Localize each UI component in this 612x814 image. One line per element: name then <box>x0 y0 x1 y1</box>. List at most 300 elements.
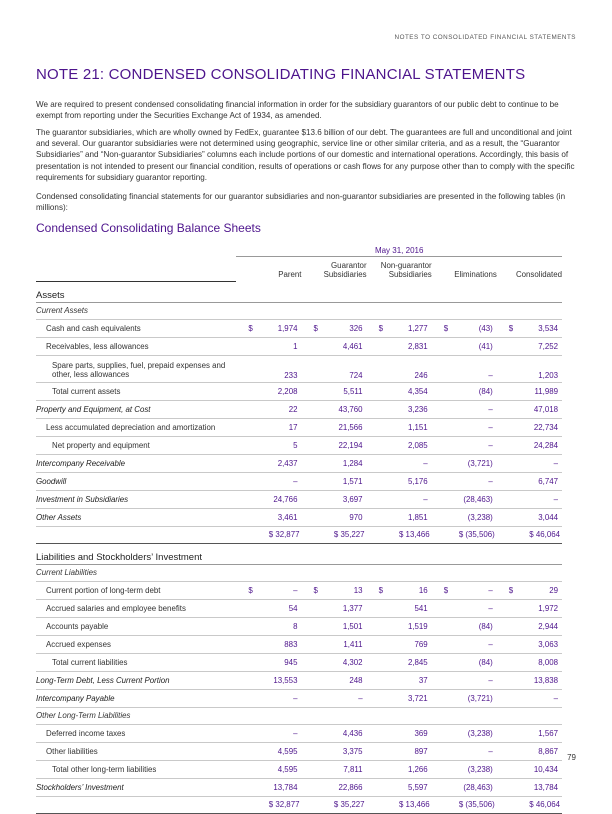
cell-number: 5,511 <box>343 386 363 396</box>
cell-value <box>432 671 497 689</box>
cell-value <box>367 778 432 796</box>
cell-number: (3,721) <box>467 693 493 703</box>
cell-number: 17 <box>288 422 298 432</box>
table-row <box>36 355 562 382</box>
cell-number: 233 <box>284 370 298 380</box>
cell-value <box>432 337 497 355</box>
cell-value <box>497 490 562 508</box>
cell-value <box>497 418 562 436</box>
cell-value <box>301 742 366 760</box>
column-header-line: Parent <box>278 270 302 279</box>
cell-number: – <box>488 370 493 380</box>
cell-number: 4,595 <box>277 764 298 774</box>
cell-number: 24,766 <box>273 494 298 504</box>
cell-value <box>301 653 366 671</box>
cell-number: 1,519 <box>407 621 428 631</box>
row-label: Deferred income taxes <box>36 724 236 742</box>
cell-number: 5,597 <box>407 782 428 792</box>
cell-number: 1,377 <box>342 603 363 613</box>
total-label-spacer <box>36 796 236 813</box>
cell-value <box>497 689 562 707</box>
cell-value <box>301 508 366 526</box>
cell-value <box>497 671 562 689</box>
cell-value <box>236 653 301 671</box>
dollar-sign: $ <box>313 323 318 333</box>
cell-value <box>497 337 562 355</box>
cell-number: 16 <box>418 585 428 595</box>
cell-value <box>236 635 301 653</box>
table-row <box>36 760 562 778</box>
column-header-1 <box>236 257 301 282</box>
cell-value <box>367 400 432 418</box>
table-row <box>36 635 562 653</box>
total-assets-row <box>36 526 562 543</box>
cell-number: 13,784 <box>273 782 298 792</box>
cell-value <box>497 635 562 653</box>
cell-number: – <box>293 585 298 595</box>
cell-value <box>236 689 301 707</box>
table-row <box>36 599 562 617</box>
cell-number: 13,553 <box>273 675 298 685</box>
table-row <box>36 581 562 599</box>
cell-value <box>367 671 432 689</box>
cell-number: 47,018 <box>533 404 558 414</box>
column-header-line: Guarantor <box>331 261 367 270</box>
cell-value <box>367 635 432 653</box>
cell-number: 3,697 <box>342 494 363 504</box>
cell-value <box>301 319 366 337</box>
total-value: $ (35,506) <box>432 796 497 813</box>
cell-number: – <box>488 585 493 595</box>
cell-value <box>367 689 432 707</box>
cell-number: 945 <box>284 657 298 667</box>
cell-number: 1,851 <box>407 512 428 522</box>
cell-value <box>497 508 562 526</box>
cell-number: – <box>553 494 558 504</box>
cell-number: (3,238) <box>467 512 493 522</box>
table-row <box>36 724 562 742</box>
cell-number: 2,831 <box>407 341 428 351</box>
table-body <box>36 281 562 813</box>
dollar-sign: $ <box>508 585 514 595</box>
cell-value <box>236 724 301 742</box>
total-value: $ 46,064 <box>497 796 562 813</box>
cell-number: 1 <box>293 341 298 351</box>
column-header-line: Consolidated <box>515 270 562 279</box>
cell-number: 883 <box>284 639 298 649</box>
cell-number: 326 <box>349 323 363 333</box>
cell-number: (84) <box>478 657 493 667</box>
group-heading: Current Liabilities <box>36 564 562 581</box>
row-label: Receivables, less allowances <box>36 337 236 355</box>
cell-value <box>497 581 562 599</box>
table-row <box>36 689 562 707</box>
cell-value <box>236 454 301 472</box>
cell-value <box>432 355 497 382</box>
page-number: 79 <box>567 753 576 762</box>
cell-number: 22,194 <box>338 440 363 450</box>
cell-value <box>236 490 301 508</box>
column-header-row <box>36 257 562 282</box>
cell-value <box>236 760 301 778</box>
cell-value <box>301 689 366 707</box>
cell-number: 1,411 <box>343 639 363 649</box>
dollar-sign: $ <box>248 323 253 333</box>
cell-number: 10,434 <box>533 764 558 774</box>
cell-number: – <box>488 404 493 414</box>
cell-value <box>301 760 366 778</box>
cell-number: 4,461 <box>342 341 363 351</box>
table-row <box>36 319 562 337</box>
cell-value <box>497 400 562 418</box>
row-label: Spare parts, supplies, fuel, prepaid expenses and other, less allowances <box>36 355 236 382</box>
cell-number: 2,208 <box>277 386 298 396</box>
cell-number: 4,302 <box>342 657 363 667</box>
cell-number: – <box>423 458 428 468</box>
cell-number: 246 <box>414 370 428 380</box>
cell-value <box>432 778 497 796</box>
cell-value <box>236 400 301 418</box>
cell-number: 37 <box>418 675 428 685</box>
cell-value <box>236 617 301 635</box>
cell-number: (28,463) <box>463 494 493 504</box>
cell-number: (84) <box>478 386 493 396</box>
cell-value <box>367 581 432 599</box>
row-label: Total other long-term liabilities <box>36 760 236 778</box>
dollar-sign: $ <box>313 585 318 595</box>
cell-value <box>236 355 301 382</box>
cell-number: 13,838 <box>533 675 558 685</box>
row-label: Net property and equipment <box>36 436 236 454</box>
cell-value <box>236 319 301 337</box>
cell-number: 1,567 <box>538 728 558 738</box>
cell-number: 897 <box>414 746 428 756</box>
header-spacer <box>36 244 236 257</box>
cell-value <box>497 599 562 617</box>
cell-value <box>367 724 432 742</box>
cell-value <box>367 337 432 355</box>
cell-value <box>236 742 301 760</box>
cell-number: 5 <box>293 440 298 450</box>
cell-value <box>367 742 432 760</box>
cell-value <box>367 760 432 778</box>
cell-value <box>497 760 562 778</box>
group-heading-row <box>36 564 562 581</box>
dollar-sign: $ <box>248 585 253 595</box>
column-header-line: Non-guarantor <box>380 261 432 270</box>
cell-number: – <box>488 746 493 756</box>
cell-number: 4,436 <box>342 728 363 738</box>
cell-number: – <box>293 476 298 486</box>
column-header-2 <box>301 257 366 282</box>
cell-value <box>236 508 301 526</box>
cell-number: 22,734 <box>533 422 558 432</box>
cell-value <box>301 778 366 796</box>
row-label: Total current assets <box>36 382 236 400</box>
balance-sheet-table <box>36 244 562 814</box>
cell-number: 2,845 <box>407 657 428 667</box>
cell-number: (28,463) <box>463 782 493 792</box>
dollar-sign: $ <box>443 585 449 595</box>
total-value: $ 13,466 <box>367 796 432 813</box>
cell-value <box>432 454 497 472</box>
section-heading: Liabilities and Stockholders’ Investment <box>36 543 562 564</box>
cell-value <box>301 454 366 472</box>
cell-number: – <box>488 639 493 649</box>
cell-number: 11,989 <box>534 386 558 396</box>
cell-value <box>432 400 497 418</box>
cell-value <box>236 418 301 436</box>
total-value: $ 35,227 <box>301 796 366 813</box>
cell-value <box>301 635 366 653</box>
table-row <box>36 490 562 508</box>
cell-value <box>301 400 366 418</box>
cell-number: 24,284 <box>533 440 558 450</box>
cell-value <box>236 436 301 454</box>
group-heading-row <box>36 302 562 319</box>
table-row <box>36 671 562 689</box>
table-row <box>36 617 562 635</box>
table-row <box>36 337 562 355</box>
cell-number: 1,203 <box>538 370 558 380</box>
cell-value <box>301 671 366 689</box>
cell-number: 21,566 <box>338 422 363 432</box>
cell-value <box>367 436 432 454</box>
total-value: $ 32,877 <box>236 526 301 543</box>
cell-number: – <box>488 422 493 432</box>
cell-value <box>432 319 497 337</box>
cell-number: (84) <box>478 621 493 631</box>
row-label: Intercompany Receivable <box>36 454 236 472</box>
cell-number: 54 <box>288 603 298 613</box>
table-row <box>36 742 562 760</box>
row-label: Stockholders’ Investment <box>36 778 236 796</box>
section-heading-row <box>36 281 562 302</box>
cell-number: 1,972 <box>538 603 558 613</box>
column-header-spacer <box>36 257 236 282</box>
intro-paragraph-2: The guarantor subsidiaries, which are wholly owned by FedEx, guarantee $13.6 billion of our debt. The guarantees are full and unconditional and joint and several. Our guarantor subsidiaries were not determined using geographic, service line or other similar criteria, and as a result, the “Guarantor Subsidiaries” and “Non-guarantor Subsidiaries” columns each include portions of our domestic and international operations. Accordingly, this basis of presentation is not intended to present our financial condition, results of operations or cash flows for any purpose other than to comply with the specific requirements for subsidiary guarantor reporting. <box>36 128 575 182</box>
cell-number: 2,944 <box>538 621 558 631</box>
cell-value <box>367 599 432 617</box>
cell-number: 970 <box>349 512 363 522</box>
table-row <box>36 382 562 400</box>
cell-number: 13 <box>353 585 363 595</box>
cell-number: (41) <box>478 341 493 351</box>
cell-value <box>432 508 497 526</box>
cell-value <box>301 472 366 490</box>
cell-number: (3,238) <box>467 728 493 738</box>
cell-number: 13,784 <box>533 782 558 792</box>
column-header-line: Subsidiaries <box>388 270 432 279</box>
cell-number: 724 <box>349 370 363 380</box>
cell-value <box>367 418 432 436</box>
table-row <box>36 436 562 454</box>
total-value: $ (35,506) <box>432 526 497 543</box>
cell-value <box>301 490 366 508</box>
cell-number: 541 <box>414 603 428 613</box>
row-label: Current portion of long-term debt <box>36 581 236 599</box>
cell-value <box>367 454 432 472</box>
balance-sheet-table-container <box>36 244 562 814</box>
total-value: $ 35,227 <box>301 526 366 543</box>
column-header-line: Eliminations <box>454 270 497 279</box>
cell-number: (3,238) <box>467 764 493 774</box>
cell-number: 1,284 <box>342 458 363 468</box>
cell-value <box>301 581 366 599</box>
column-header-5 <box>497 257 562 282</box>
row-label: Other Assets <box>36 508 236 526</box>
running-header: NOTES TO CONSOLIDATED FINANCIAL STATEMENTS <box>394 34 576 41</box>
table-row <box>36 418 562 436</box>
row-label: Long-Term Debt, Less Current Portion <box>36 671 236 689</box>
cell-value <box>301 436 366 454</box>
cell-number: 8,867 <box>538 746 558 756</box>
total-value: $ 32,877 <box>236 796 301 813</box>
cell-value <box>301 418 366 436</box>
cell-value <box>236 472 301 490</box>
cell-number: (43) <box>478 323 493 333</box>
total-label-spacer <box>36 526 236 543</box>
cell-number: 1,151 <box>407 422 428 432</box>
cell-number: 3,721 <box>407 693 428 703</box>
cell-number: 3,236 <box>407 404 428 414</box>
cell-number: 3,461 <box>277 512 298 522</box>
cell-value <box>367 653 432 671</box>
cell-value <box>432 689 497 707</box>
cell-number: – <box>553 693 558 703</box>
total-value: $ 13,466 <box>367 526 432 543</box>
row-label: Less accumulated depreciation and amortization <box>36 418 236 436</box>
cell-number: 22 <box>288 404 298 414</box>
intro-paragraph-1: We are required to present condensed consolidating financial information in order for the subsidiary guarantors of our public debt to continue to be exempt from reporting under the Securities Exchange Act of 1934, as amended. <box>36 100 559 121</box>
cell-number: 369 <box>414 728 428 738</box>
cell-value <box>236 599 301 617</box>
cell-number: – <box>293 728 298 738</box>
cell-value <box>497 355 562 382</box>
cell-value <box>497 653 562 671</box>
cell-value <box>432 490 497 508</box>
cell-value <box>367 508 432 526</box>
row-label: Accounts payable <box>36 617 236 635</box>
row-label: Total current liabilities <box>36 653 236 671</box>
cell-value <box>432 724 497 742</box>
cell-value <box>301 355 366 382</box>
note-title: NOTE 21: CONDENSED CONSOLIDATING FINANCIAL STATEMENTS <box>36 66 526 83</box>
table-row <box>36 400 562 418</box>
cell-number: 3,063 <box>538 639 558 649</box>
total-value: $ 46,064 <box>497 526 562 543</box>
cell-value <box>432 418 497 436</box>
cell-number: – <box>423 494 428 504</box>
cell-number: 769 <box>414 639 428 649</box>
cell-number: 248 <box>349 675 363 685</box>
cell-number: – <box>488 603 493 613</box>
cell-number: 1,974 <box>277 323 298 333</box>
column-header-line: Subsidiaries <box>323 270 367 279</box>
cell-value <box>497 617 562 635</box>
row-label: Other liabilities <box>36 742 236 760</box>
cell-value <box>301 337 366 355</box>
row-label: Goodwill <box>36 472 236 490</box>
cell-number: 22,866 <box>338 782 363 792</box>
group-heading-row <box>36 707 562 724</box>
cell-number: 7,811 <box>343 764 363 774</box>
cell-value <box>367 617 432 635</box>
section-heading-row <box>36 543 562 564</box>
cell-value <box>367 319 432 337</box>
cell-number: 8,008 <box>538 657 558 667</box>
table-date-header: May 31, 2016 <box>236 244 562 257</box>
cell-number: 6,747 <box>538 476 558 486</box>
cell-value <box>497 778 562 796</box>
cell-number: 4,595 <box>277 746 298 756</box>
cell-value <box>236 671 301 689</box>
table-row <box>36 454 562 472</box>
cell-number: (3,721) <box>467 458 493 468</box>
cell-number: 1,501 <box>342 621 363 631</box>
row-label: Cash and cash equivalents <box>36 319 236 337</box>
dollar-sign: $ <box>378 585 383 595</box>
cell-value <box>367 472 432 490</box>
column-header-3 <box>367 257 432 282</box>
section-title: Condensed Consolidating Balance Sheets <box>36 221 261 235</box>
cell-value <box>301 617 366 635</box>
section-heading: Assets <box>36 281 562 302</box>
cell-value <box>432 760 497 778</box>
cell-value <box>497 454 562 472</box>
row-label: Investment in Subsidiaries <box>36 490 236 508</box>
cell-value <box>432 581 497 599</box>
cell-value <box>497 472 562 490</box>
cell-value <box>432 436 497 454</box>
cell-number: 7,252 <box>538 341 558 351</box>
table-row <box>36 653 562 671</box>
cell-value <box>432 599 497 617</box>
cell-number: 4,354 <box>407 386 428 396</box>
cell-value <box>432 635 497 653</box>
cell-number: 2,085 <box>407 440 428 450</box>
cell-number: 3,534 <box>538 323 558 333</box>
cell-number: 8 <box>293 621 298 631</box>
cell-value <box>367 490 432 508</box>
cell-value <box>497 742 562 760</box>
cell-value <box>497 724 562 742</box>
total-liabilities-row <box>36 796 562 813</box>
cell-value <box>497 382 562 400</box>
cell-value <box>301 599 366 617</box>
cell-value <box>236 382 301 400</box>
column-header-4 <box>432 257 497 282</box>
cell-number: – <box>553 458 558 468</box>
cell-number: 3,044 <box>538 512 558 522</box>
cell-value <box>432 472 497 490</box>
cell-number: – <box>488 440 493 450</box>
cell-number: 3,375 <box>342 746 363 756</box>
cell-value <box>432 617 497 635</box>
cell-number: – <box>293 693 298 703</box>
cell-value <box>301 724 366 742</box>
cell-value <box>236 581 301 599</box>
cell-number: 29 <box>549 585 558 595</box>
cell-number: – <box>358 693 363 703</box>
cell-value <box>432 382 497 400</box>
row-label: Accrued expenses <box>36 635 236 653</box>
row-label: Intercompany Payable <box>36 689 236 707</box>
cell-number: 5,176 <box>407 476 428 486</box>
cell-number: 2,437 <box>277 458 298 468</box>
table-row <box>36 778 562 796</box>
cell-value <box>497 436 562 454</box>
